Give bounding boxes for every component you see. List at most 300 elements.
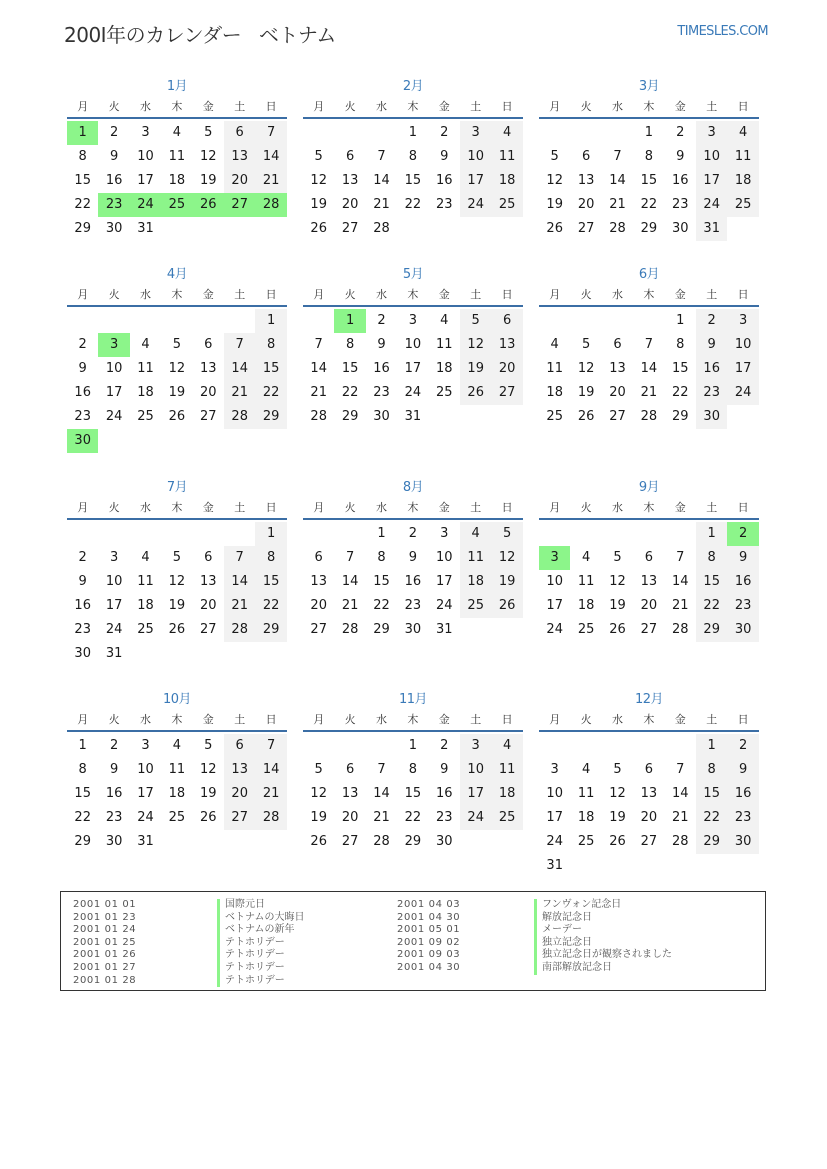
day-cell[interactable]: 16 xyxy=(436,173,453,188)
day-cell[interactable]: 22 xyxy=(640,197,658,212)
day-cell[interactable]: 20 xyxy=(640,810,658,825)
day-cell[interactable]: 22 xyxy=(696,594,727,618)
day-cell[interactable]: 22 xyxy=(255,381,286,405)
day-cell[interactable]: 15 xyxy=(404,173,422,188)
day-cell[interactable]: 30 xyxy=(373,409,390,424)
day-cell[interactable]: 5 xyxy=(613,762,622,777)
day-cell[interactable]: 14 xyxy=(224,570,255,594)
day-cell[interactable]: 15 xyxy=(640,173,658,188)
day-cell[interactable]: 26 xyxy=(577,409,595,424)
day-cell[interactable]: 9 xyxy=(440,762,449,777)
day-cell[interactable]: 20 xyxy=(341,810,359,825)
day-cell[interactable]: 8 xyxy=(345,337,355,352)
day-cell[interactable]: 21 xyxy=(672,598,689,613)
day-cell[interactable]: 12 xyxy=(609,786,626,801)
day-cell[interactable]: 31 xyxy=(105,646,123,661)
day-cell[interactable]: 14 xyxy=(224,357,255,381)
day-cell[interactable]: 17 xyxy=(546,598,563,613)
day-cell[interactable]: 2 xyxy=(377,313,386,328)
day-cell[interactable]: 22 xyxy=(404,810,422,825)
day-cell[interactable]: 7 xyxy=(676,762,685,777)
day-cell[interactable]: 29 xyxy=(404,834,422,849)
day-cell[interactable]: 15 xyxy=(696,782,727,806)
day-cell[interactable]: 21 xyxy=(341,598,359,613)
day-cell[interactable]: 23 xyxy=(727,594,758,618)
day-cell[interactable]: 19 xyxy=(168,598,186,613)
day-cell[interactable]: 12 xyxy=(577,361,595,376)
day-cell[interactable]: 12 xyxy=(200,149,217,164)
day-cell[interactable]: 1 xyxy=(408,738,418,753)
day-cell[interactable]: 28 xyxy=(640,409,658,424)
day-cell[interactable]: 1 xyxy=(676,313,685,328)
holiday-day-cell[interactable]: 25 xyxy=(161,193,192,217)
day-cell[interactable]: 5 xyxy=(172,550,182,565)
day-cell[interactable]: 6 xyxy=(644,550,654,565)
day-cell[interactable]: 2 xyxy=(727,734,758,758)
day-cell[interactable]: 11 xyxy=(137,361,154,376)
day-cell[interactable]: 9 xyxy=(78,361,87,376)
day-cell[interactable]: 15 xyxy=(404,786,422,801)
day-cell[interactable]: 18 xyxy=(168,786,186,801)
day-cell[interactable]: 8 xyxy=(676,337,685,352)
day-cell[interactable]: 25 xyxy=(546,409,563,424)
day-cell[interactable]: 9 xyxy=(109,762,119,777)
day-cell[interactable]: 30 xyxy=(696,405,727,429)
day-cell[interactable]: 4 xyxy=(550,337,559,352)
day-cell[interactable]: 30 xyxy=(74,646,91,661)
day-cell[interactable]: 2 xyxy=(78,550,87,565)
day-cell[interactable]: 26 xyxy=(168,409,186,424)
day-cell[interactable]: 23 xyxy=(727,806,758,830)
day-cell[interactable]: 28 xyxy=(224,405,255,429)
day-cell[interactable]: 25 xyxy=(577,622,595,637)
day-cell[interactable]: 15 xyxy=(74,173,91,188)
day-cell[interactable]: 17 xyxy=(460,169,491,193)
day-cell[interactable]: 6 xyxy=(581,149,591,164)
day-cell[interactable]: 8 xyxy=(78,149,87,164)
day-cell[interactable]: 30 xyxy=(672,221,689,236)
day-cell[interactable]: 4 xyxy=(491,121,522,145)
day-cell[interactable]: 30 xyxy=(105,221,123,236)
day-cell[interactable]: 31 xyxy=(404,409,422,424)
day-cell[interactable]: 20 xyxy=(640,598,658,613)
day-cell[interactable]: 15 xyxy=(696,570,727,594)
day-cell[interactable]: 26 xyxy=(609,834,626,849)
day-cell[interactable]: 26 xyxy=(460,381,491,405)
day-cell[interactable]: 18 xyxy=(491,782,522,806)
day-cell[interactable]: 23 xyxy=(436,810,453,825)
day-cell[interactable]: 26 xyxy=(200,810,217,825)
day-cell[interactable]: 18 xyxy=(168,173,186,188)
day-cell[interactable]: 7 xyxy=(255,734,286,758)
day-cell[interactable]: 4 xyxy=(440,313,449,328)
day-cell[interactable]: 10 xyxy=(137,762,154,777)
day-cell[interactable]: 7 xyxy=(676,550,685,565)
day-cell[interactable]: 9 xyxy=(696,333,727,357)
day-cell[interactable]: 8 xyxy=(408,149,418,164)
day-cell[interactable]: 28 xyxy=(672,622,689,637)
day-cell[interactable]: 27 xyxy=(224,806,255,830)
day-cell[interactable]: 10 xyxy=(727,333,758,357)
day-cell[interactable]: 15 xyxy=(341,361,359,376)
day-cell[interactable]: 7 xyxy=(314,337,323,352)
day-cell[interactable]: 27 xyxy=(609,409,626,424)
day-cell[interactable]: 4 xyxy=(581,550,591,565)
day-cell[interactable]: 16 xyxy=(74,385,91,400)
day-cell[interactable]: 14 xyxy=(373,786,390,801)
day-cell[interactable]: 25 xyxy=(168,810,186,825)
day-cell[interactable]: 20 xyxy=(609,385,626,400)
day-cell[interactable]: 31 xyxy=(546,858,563,873)
day-cell[interactable]: 10 xyxy=(546,574,563,589)
day-cell[interactable]: 6 xyxy=(491,309,522,333)
day-cell[interactable]: 20 xyxy=(200,385,217,400)
day-cell[interactable]: 8 xyxy=(696,546,727,570)
day-cell[interactable]: 27 xyxy=(200,409,217,424)
day-cell[interactable]: 16 xyxy=(373,361,390,376)
day-cell[interactable]: 6 xyxy=(204,337,213,352)
day-cell[interactable]: 10 xyxy=(137,149,154,164)
day-cell[interactable]: 29 xyxy=(74,221,91,236)
day-cell[interactable]: 26 xyxy=(310,221,327,236)
day-cell[interactable]: 2 xyxy=(109,738,119,753)
day-cell[interactable]: 22 xyxy=(404,197,422,212)
day-cell[interactable]: 12 xyxy=(310,173,327,188)
day-cell[interactable]: 12 xyxy=(200,762,217,777)
day-cell[interactable]: 20 xyxy=(200,598,217,613)
day-cell[interactable]: 3 xyxy=(727,309,758,333)
day-cell[interactable]: 7 xyxy=(377,762,386,777)
day-cell[interactable]: 26 xyxy=(310,834,327,849)
day-cell[interactable]: 11 xyxy=(168,762,186,777)
day-cell[interactable]: 16 xyxy=(105,173,123,188)
day-cell[interactable]: 5 xyxy=(613,550,622,565)
day-cell[interactable]: 20 xyxy=(491,357,522,381)
day-cell[interactable]: 3 xyxy=(141,125,150,140)
day-cell[interactable]: 9 xyxy=(377,337,386,352)
day-cell[interactable]: 27 xyxy=(310,622,327,637)
day-cell[interactable]: 1 xyxy=(408,125,418,140)
day-cell[interactable]: 13 xyxy=(341,786,359,801)
day-cell[interactable]: 14 xyxy=(640,361,658,376)
day-cell[interactable]: 21 xyxy=(373,810,390,825)
day-cell[interactable]: 20 xyxy=(224,169,255,193)
day-cell[interactable]: 7 xyxy=(224,333,255,357)
holiday-day-cell[interactable]: 3 xyxy=(539,546,570,570)
day-cell[interactable]: 7 xyxy=(255,121,286,145)
holiday-day-cell[interactable]: 24 xyxy=(130,193,161,217)
day-cell[interactable]: 29 xyxy=(74,834,91,849)
day-cell[interactable]: 3 xyxy=(550,762,559,777)
day-cell[interactable]: 14 xyxy=(255,145,286,169)
day-cell[interactable]: 27 xyxy=(640,622,658,637)
day-cell[interactable]: 18 xyxy=(491,169,522,193)
day-cell[interactable]: 25 xyxy=(137,622,154,637)
day-cell[interactable]: 16 xyxy=(727,570,758,594)
day-cell[interactable]: 13 xyxy=(200,361,217,376)
day-cell[interactable]: 1 xyxy=(78,738,87,753)
holiday-day-cell[interactable]: 28 xyxy=(255,193,286,217)
day-cell[interactable]: 8 xyxy=(696,758,727,782)
day-cell[interactable]: 12 xyxy=(491,546,522,570)
day-cell[interactable]: 26 xyxy=(609,622,626,637)
day-cell[interactable]: 26 xyxy=(546,221,563,236)
day-cell[interactable]: 31 xyxy=(137,221,154,236)
day-cell[interactable]: 6 xyxy=(224,734,255,758)
day-cell[interactable]: 22 xyxy=(74,810,91,825)
day-cell[interactable]: 29 xyxy=(696,618,727,642)
day-cell[interactable]: 28 xyxy=(672,834,689,849)
day-cell[interactable]: 3 xyxy=(696,121,727,145)
day-cell[interactable]: 13 xyxy=(224,145,255,169)
day-cell[interactable]: 2 xyxy=(440,125,449,140)
day-cell[interactable]: 20 xyxy=(577,197,595,212)
day-cell[interactable]: 13 xyxy=(224,758,255,782)
day-cell[interactable]: 16 xyxy=(105,786,123,801)
day-cell[interactable]: 15 xyxy=(74,786,91,801)
day-cell[interactable]: 22 xyxy=(255,594,286,618)
day-cell[interactable]: 17 xyxy=(137,786,154,801)
day-cell[interactable]: 19 xyxy=(546,197,563,212)
day-cell[interactable]: 15 xyxy=(255,570,286,594)
day-cell[interactable]: 13 xyxy=(609,361,626,376)
day-cell[interactable]: 25 xyxy=(460,594,491,618)
day-cell[interactable]: 8 xyxy=(255,333,286,357)
day-cell[interactable]: 19 xyxy=(577,385,595,400)
day-cell[interactable]: 1 xyxy=(696,522,727,546)
day-cell[interactable]: 5 xyxy=(314,762,323,777)
day-cell[interactable]: 9 xyxy=(440,149,449,164)
day-cell[interactable]: 27 xyxy=(491,381,522,405)
day-cell[interactable]: 5 xyxy=(204,738,213,753)
day-cell[interactable]: 10 xyxy=(105,574,123,589)
day-cell[interactable]: 24 xyxy=(105,409,123,424)
day-cell[interactable]: 29 xyxy=(373,622,390,637)
day-cell[interactable]: 22 xyxy=(74,197,91,212)
day-cell[interactable]: 2 xyxy=(109,125,119,140)
day-cell[interactable]: 24 xyxy=(460,193,491,217)
day-cell[interactable]: 24 xyxy=(546,622,563,637)
day-cell[interactable]: 2 xyxy=(676,125,685,140)
day-cell[interactable]: 11 xyxy=(491,758,522,782)
day-cell[interactable]: 5 xyxy=(314,149,323,164)
day-cell[interactable]: 15 xyxy=(255,357,286,381)
day-cell[interactable]: 11 xyxy=(546,361,563,376)
day-cell[interactable]: 1 xyxy=(255,309,286,333)
day-cell[interactable]: 7 xyxy=(224,546,255,570)
holiday-day-cell[interactable]: 1 xyxy=(67,121,98,145)
day-cell[interactable]: 16 xyxy=(404,574,422,589)
day-cell[interactable]: 11 xyxy=(577,574,595,589)
day-cell[interactable]: 19 xyxy=(310,810,327,825)
day-cell[interactable]: 21 xyxy=(255,782,286,806)
day-cell[interactable]: 17 xyxy=(727,357,758,381)
day-cell[interactable]: 6 xyxy=(644,762,654,777)
day-cell[interactable]: 10 xyxy=(404,337,422,352)
day-cell[interactable]: 14 xyxy=(672,786,689,801)
day-cell[interactable]: 7 xyxy=(345,550,355,565)
day-cell[interactable]: 6 xyxy=(345,762,355,777)
day-cell[interactable]: 20 xyxy=(341,197,359,212)
day-cell[interactable]: 17 xyxy=(137,173,154,188)
holiday-day-cell[interactable]: 26 xyxy=(193,193,224,217)
day-cell[interactable]: 3 xyxy=(141,738,150,753)
holiday-day-cell[interactable]: 2 xyxy=(727,522,758,546)
day-cell[interactable]: 7 xyxy=(613,149,622,164)
day-cell[interactable]: 25 xyxy=(491,806,522,830)
day-cell[interactable]: 23 xyxy=(436,197,453,212)
day-cell[interactable]: 9 xyxy=(408,550,418,565)
day-cell[interactable]: 21 xyxy=(609,197,626,212)
day-cell[interactable]: 28 xyxy=(341,622,359,637)
day-cell[interactable]: 20 xyxy=(224,782,255,806)
day-cell[interactable]: 8 xyxy=(78,762,87,777)
day-cell[interactable]: 28 xyxy=(609,221,626,236)
brand-logo-text[interactable]: TIMESLES.COM xyxy=(677,24,768,39)
day-cell[interactable]: 31 xyxy=(137,834,154,849)
day-cell[interactable]: 28 xyxy=(373,834,390,849)
day-cell[interactable]: 11 xyxy=(137,574,154,589)
day-cell[interactable]: 9 xyxy=(727,758,758,782)
holiday-day-cell[interactable]: 1 xyxy=(334,309,365,333)
day-cell[interactable]: 3 xyxy=(109,550,119,565)
day-cell[interactable]: 12 xyxy=(310,786,327,801)
day-cell[interactable]: 23 xyxy=(404,598,422,613)
day-cell[interactable]: 10 xyxy=(105,361,123,376)
day-cell[interactable]: 21 xyxy=(640,385,658,400)
day-cell[interactable]: 25 xyxy=(436,385,453,400)
day-cell[interactable]: 21 xyxy=(255,169,286,193)
day-cell[interactable]: 5 xyxy=(491,522,522,546)
day-cell[interactable]: 25 xyxy=(577,834,595,849)
day-cell[interactable]: 13 xyxy=(577,173,595,188)
day-cell[interactable]: 4 xyxy=(172,738,182,753)
day-cell[interactable]: 18 xyxy=(436,361,453,376)
day-cell[interactable]: 4 xyxy=(141,337,150,352)
day-cell[interactable]: 17 xyxy=(460,782,491,806)
day-cell[interactable]: 2 xyxy=(440,738,449,753)
day-cell[interactable]: 13 xyxy=(640,786,658,801)
day-cell[interactable]: 1 xyxy=(696,734,727,758)
day-cell[interactable]: 27 xyxy=(341,221,359,236)
day-cell[interactable]: 17 xyxy=(436,574,453,589)
day-cell[interactable]: 18 xyxy=(577,598,595,613)
day-cell[interactable]: 13 xyxy=(310,574,327,589)
day-cell[interactable]: 18 xyxy=(546,385,563,400)
day-cell[interactable]: 13 xyxy=(491,333,522,357)
day-cell[interactable]: 25 xyxy=(491,193,522,217)
day-cell[interactable]: 31 xyxy=(696,217,727,241)
day-cell[interactable]: 23 xyxy=(696,381,727,405)
day-cell[interactable]: 6 xyxy=(345,149,355,164)
day-cell[interactable]: 4 xyxy=(460,522,491,546)
day-cell[interactable]: 30 xyxy=(436,834,453,849)
day-cell[interactable]: 19 xyxy=(168,385,186,400)
day-cell[interactable]: 10 xyxy=(460,758,491,782)
day-cell[interactable]: 12 xyxy=(168,574,186,589)
day-cell[interactable]: 3 xyxy=(460,121,491,145)
day-cell[interactable]: 6 xyxy=(204,550,213,565)
day-cell[interactable]: 11 xyxy=(491,145,522,169)
day-cell[interactable]: 12 xyxy=(168,361,186,376)
day-cell[interactable]: 14 xyxy=(341,574,359,589)
day-cell[interactable]: 2 xyxy=(696,309,727,333)
holiday-day-cell[interactable]: 30 xyxy=(67,429,98,453)
day-cell[interactable]: 11 xyxy=(168,149,186,164)
day-cell[interactable]: 11 xyxy=(436,337,453,352)
day-cell[interactable]: 13 xyxy=(640,574,658,589)
day-cell[interactable]: 18 xyxy=(727,169,758,193)
day-cell[interactable]: 8 xyxy=(644,149,654,164)
day-cell[interactable]: 23 xyxy=(373,385,390,400)
day-cell[interactable]: 8 xyxy=(408,762,418,777)
day-cell[interactable]: 9 xyxy=(727,546,758,570)
day-cell[interactable]: 8 xyxy=(255,546,286,570)
day-cell[interactable]: 25 xyxy=(137,409,154,424)
day-cell[interactable]: 19 xyxy=(609,810,626,825)
day-cell[interactable]: 22 xyxy=(672,385,689,400)
day-cell[interactable]: 4 xyxy=(172,125,182,140)
day-cell[interactable]: 3 xyxy=(460,734,491,758)
day-cell[interactable]: 30 xyxy=(404,622,422,637)
day-cell[interactable]: 14 xyxy=(373,173,390,188)
day-cell[interactable]: 9 xyxy=(109,149,119,164)
day-cell[interactable]: 30 xyxy=(105,834,123,849)
day-cell[interactable]: 10 xyxy=(696,145,727,169)
day-cell[interactable]: 21 xyxy=(224,594,255,618)
day-cell[interactable]: 4 xyxy=(581,762,591,777)
day-cell[interactable]: 14 xyxy=(310,361,327,376)
day-cell[interactable]: 11 xyxy=(727,145,758,169)
day-cell[interactable]: 11 xyxy=(460,546,491,570)
day-cell[interactable]: 21 xyxy=(224,381,255,405)
day-cell[interactable]: 24 xyxy=(460,806,491,830)
day-cell[interactable]: 25 xyxy=(727,193,758,217)
day-cell[interactable]: 17 xyxy=(105,385,123,400)
day-cell[interactable]: 27 xyxy=(640,834,658,849)
day-cell[interactable]: 26 xyxy=(168,622,186,637)
day-cell[interactable]: 5 xyxy=(460,309,491,333)
day-cell[interactable]: 24 xyxy=(105,622,123,637)
day-cell[interactable]: 30 xyxy=(727,830,758,854)
day-cell[interactable]: 20 xyxy=(310,598,327,613)
day-cell[interactable]: 3 xyxy=(408,313,418,328)
day-cell[interactable]: 1 xyxy=(255,522,286,546)
holiday-day-cell[interactable]: 23 xyxy=(98,193,129,217)
day-cell[interactable]: 29 xyxy=(255,618,286,642)
day-cell[interactable]: 16 xyxy=(436,786,453,801)
day-cell[interactable]: 28 xyxy=(255,806,286,830)
day-cell[interactable]: 23 xyxy=(105,810,123,825)
day-cell[interactable]: 14 xyxy=(609,173,626,188)
day-cell[interactable]: 16 xyxy=(696,357,727,381)
day-cell[interactable]: 13 xyxy=(200,574,217,589)
day-cell[interactable]: 19 xyxy=(310,197,327,212)
day-cell[interactable]: 28 xyxy=(224,618,255,642)
day-cell[interactable]: 15 xyxy=(672,361,689,376)
day-cell[interactable]: 22 xyxy=(696,806,727,830)
day-cell[interactable]: 28 xyxy=(310,409,327,424)
day-cell[interactable]: 16 xyxy=(672,173,689,188)
day-cell[interactable]: 12 xyxy=(609,574,626,589)
day-cell[interactable]: 5 xyxy=(581,337,591,352)
day-cell[interactable]: 19 xyxy=(200,173,217,188)
day-cell[interactable]: 29 xyxy=(696,830,727,854)
day-cell[interactable]: 18 xyxy=(137,598,154,613)
day-cell[interactable]: 24 xyxy=(137,810,154,825)
day-cell[interactable]: 19 xyxy=(460,357,491,381)
day-cell[interactable]: 21 xyxy=(672,810,689,825)
